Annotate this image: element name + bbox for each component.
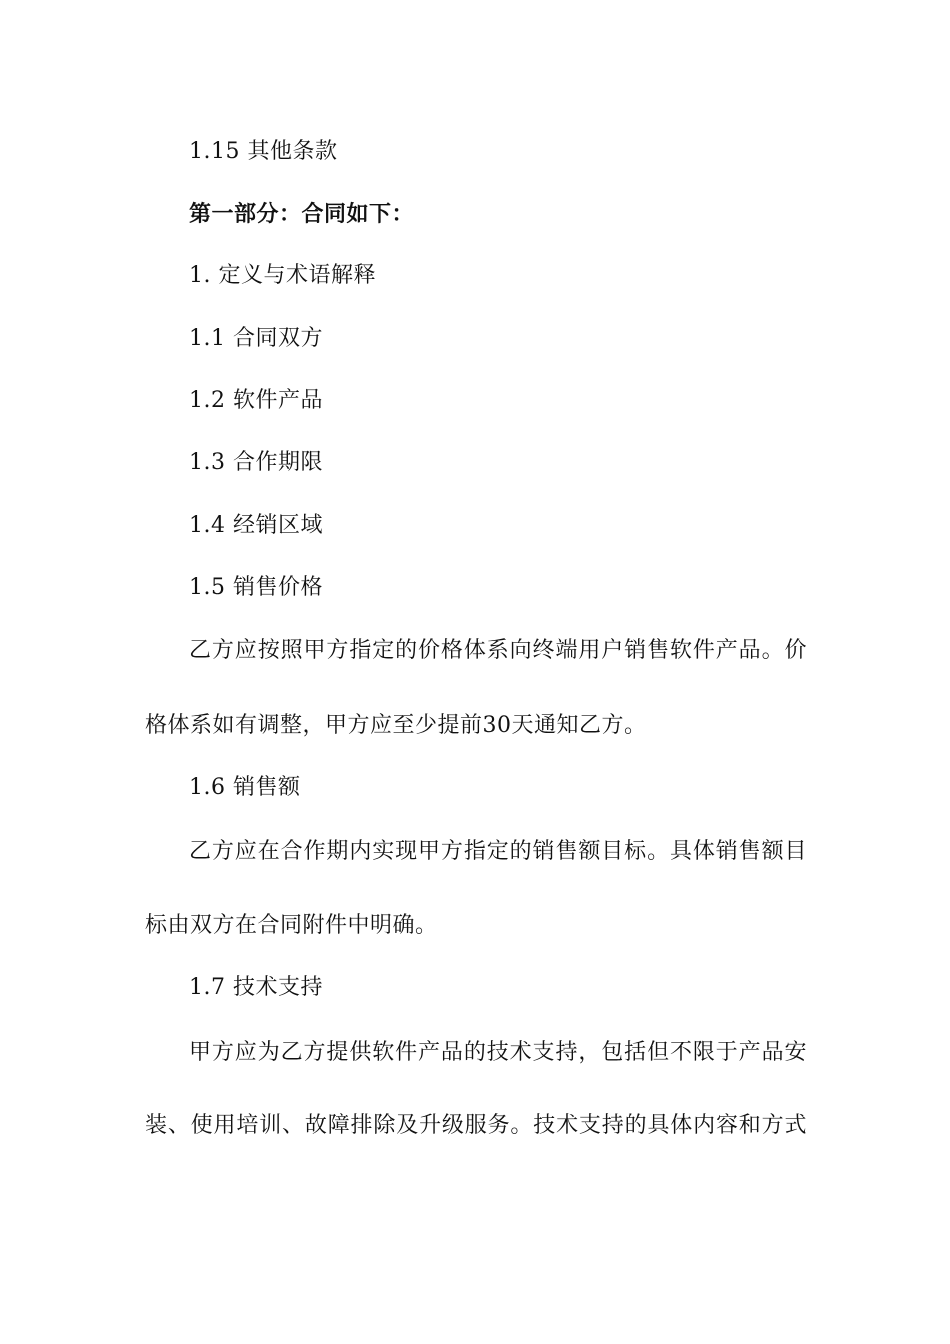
heading-other-terms: 1.15 其他条款 — [189, 139, 338, 164]
heading-distribution-area: 1.4 经销区域 — [189, 513, 323, 538]
heading-cooperation-period: 1.3 合作期限 — [189, 450, 323, 475]
paragraph-sales-price-line-2: 格体系如有调整，甲方应至少提前30天通知乙方。 — [145, 713, 647, 738]
paragraph-sales-volume-line-1: 乙方应在合作期内实现甲方指定的销售额目标。具体销售额目 — [189, 839, 807, 864]
heading-definitions: 1. 定义与术语解释 — [189, 263, 376, 288]
paragraph-sales-price-line-1: 乙方应按照甲方指定的价格体系向终端用户销售软件产品。价 — [189, 638, 807, 663]
paragraph-technical-support-line-2: 装、使用培训、故障排除及升级服务。技术支持的具体内容和方式 — [145, 1113, 807, 1138]
heading-sales-volume: 1.6 销售额 — [189, 775, 301, 800]
paragraph-technical-support-line-1: 甲方应为乙方提供软件产品的技术支持，包括但不限于产品安 — [189, 1040, 807, 1065]
heading-software-product: 1.2 软件产品 — [189, 388, 323, 413]
heading-technical-support: 1.7 技术支持 — [189, 975, 323, 1000]
paragraph-sales-volume-line-2: 标由双方在合同附件中明确。 — [145, 913, 438, 938]
heading-sales-price: 1.5 销售价格 — [189, 575, 323, 600]
section-title-part-one: 第一部分：合同如下： — [189, 201, 415, 227]
heading-contract-parties: 1.1 合同双方 — [189, 326, 323, 351]
